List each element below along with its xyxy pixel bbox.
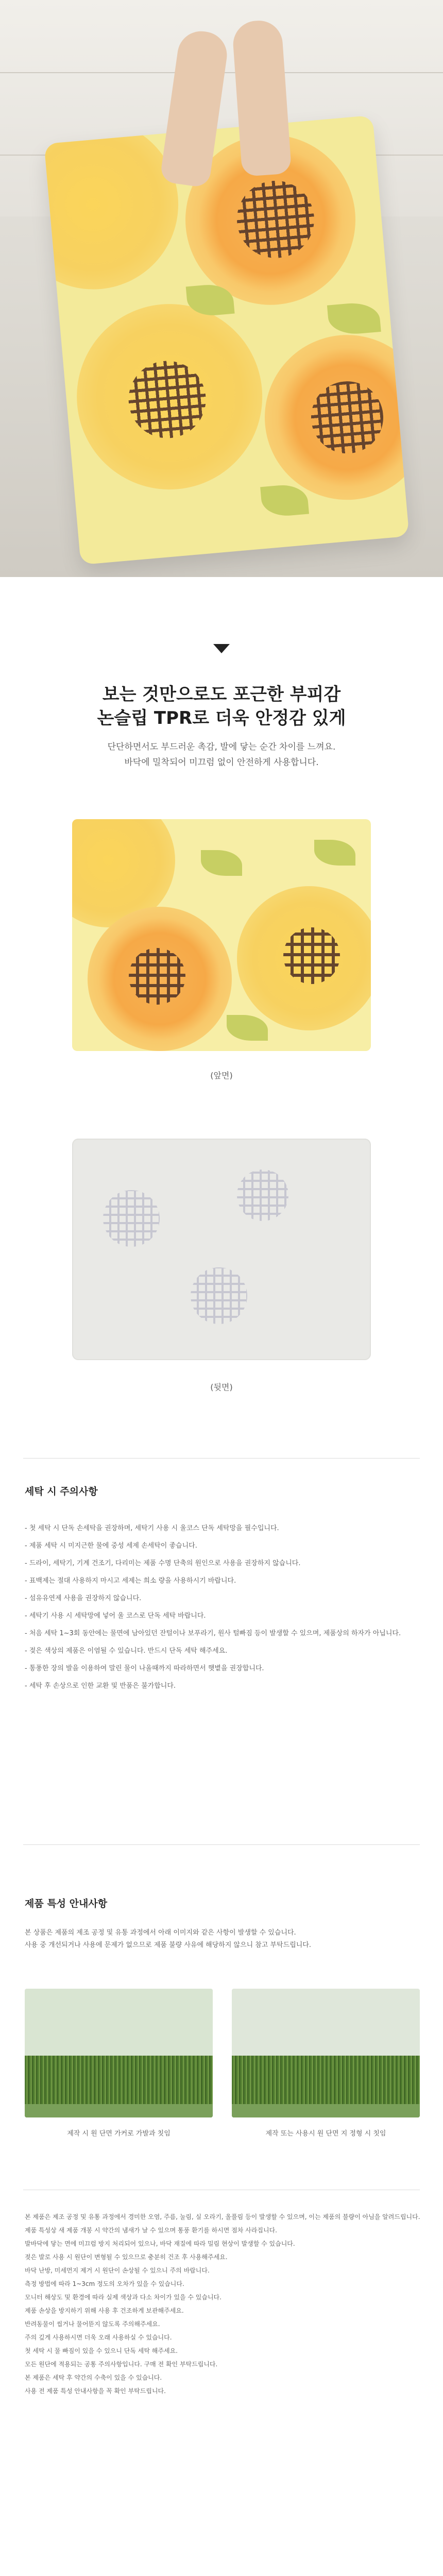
note-item: 본 제품은 제조 공정 및 유통 과정에서 경미한 오염, 주름, 눌림, 실 오라기, 올풀림 등이 발생할 수 있으며, 이는 제품의 불량이 아님을 알려드립니다.	[25, 2213, 420, 2221]
note-item: 제품 손상을 방지하기 위해 사용 후 건조하게 보관해주세요.	[25, 2307, 184, 2314]
back-pattern	[191, 1267, 247, 1324]
wash-item: - 세탁기 사용 시 세탁망에 넣어 울 코스로 단독 세탁 바랍니다.	[25, 1612, 206, 1620]
notes-list	[25, 2210, 421, 2398]
fiber-base	[25, 2104, 213, 2117]
leaf-shape	[327, 301, 381, 336]
wash-item: - 표백제는 절대 사용하지 마시고 세제는 희소 량을 사용하시기 바랍니다.	[25, 1577, 236, 1585]
intro-section	[0, 577, 443, 814]
section-divider	[23, 1458, 420, 1459]
leaf-shape	[260, 483, 309, 518]
subcopy-line-1: 단단하면서도 부드러운 촉감, 발에 닿는 순간 차이를 느껴요.	[107, 742, 336, 752]
wash-item: - 첫 세탁 시 단독 손세탁을 권장하며, 세탁기 사용 시 울코스 단독 세탁망을 필수입니다.	[25, 1524, 279, 1532]
note-item: 사용 전 제품 특성 안내사항을 꼭 확인 부탁드립니다.	[25, 2387, 166, 2395]
subcopy-line-2: 바닥에 밀착되어 미끄럼 없이 안전하게 사용합니다.	[124, 757, 319, 768]
note-item: 모든 원단에 적용되는 공통 주의사항입니다. 구매 전 확인 부탁드립니다.	[25, 2361, 218, 2368]
hero-photo	[0, 0, 443, 577]
leaf-shape	[227, 1015, 268, 1041]
note-item: 측정 방법에 따라 1~3cm 정도의 오차가 있을 수 있습니다.	[25, 2280, 184, 2287]
back-pattern	[237, 1170, 288, 1221]
back-pattern	[103, 1190, 160, 1247]
wash-title: 세탁 시 주의사항	[25, 1486, 98, 1497]
back-caption: (뒷면)	[210, 1382, 233, 1392]
fiber-base	[232, 2104, 420, 2117]
feature-desc-line-1: 본 상품은 제품의 제조 공정 및 유통 과정에서 아래 이미지와 같은 사항이 발생할 수 있습니다.	[25, 1929, 296, 1937]
arrow-down-icon	[213, 644, 230, 653]
flower-shape	[44, 115, 185, 297]
headline	[0, 683, 443, 730]
leaf-shape	[201, 850, 242, 876]
texture-image-left	[25, 1989, 213, 2117]
feature-title: 제품 특성 안내사항	[25, 1898, 108, 1909]
headline-line-1: 보는 것만으로도 포근한 부피감	[102, 684, 341, 705]
note-item: 첫 세탁 시 물 빠짐이 있을 수 있으니 단독 세탁 해주세요.	[25, 2347, 178, 2354]
wash-item: - 세탁 후 손상으로 인한 교환 및 반품은 불가합니다.	[25, 1682, 176, 1690]
subcopy	[0, 739, 443, 770]
note-item: 주의 깊게 사용하시면 더욱 오래 사용하실 수 있습니다.	[25, 2334, 172, 2341]
note-item: 젖은 발로 사용 시 원단이 변형될 수 있으므로 충분히 건조 후 사용해주세요.	[25, 2253, 228, 2261]
wash-item: - 섬유유연제 사용을 권장하지 않습니다.	[25, 1595, 142, 1602]
mat-front-image	[72, 819, 371, 1051]
wash-item: - 제품 세탁 시 미지근한 물에 중성 세제 손세탁이 좋습니다.	[25, 1542, 197, 1550]
texture-caption-left: 제작 시 원 단면 가커로 가발과 칫임	[67, 2130, 171, 2138]
bath-mat-photo	[44, 115, 409, 565]
leaf-shape	[314, 840, 355, 866]
texture-image-right	[232, 1989, 420, 2117]
feature-desc-line-2: 사용 중 개선되거나 사용에 문제가 없으므로 제품 불량 사유에 해당하지 않으니 참고 부탁드립니다.	[25, 1941, 312, 1949]
note-item: 바닥 난방, 미세먼지 제거 시 원단이 손상될 수 있으니 주의 바랍니다.	[25, 2267, 210, 2274]
feature-desc	[25, 1927, 421, 1952]
note-item: 본 제품은 세탁 후 약간의 수축이 있을 수 있습니다.	[25, 2374, 162, 2381]
wash-item: - 통풍한 장의 발을 이용하여 말린 물이 나올때까지 따라하면서 햇볕을 권장합니다.	[25, 1665, 264, 1672]
flower-center-pattern	[129, 948, 185, 1005]
wash-list	[25, 1520, 421, 1695]
wash-item: - 드라이, 세탁기, 기계 건조기, 다리미는 제품 수명 단축의 원인으로 사용을 권장하지 않습니다.	[25, 1560, 301, 1567]
note-item: 제품 특성상 새 제품 개봉 시 약간의 냄새가 날 수 있으며 통풍 환기를 하시면 점차 사라집니다.	[25, 2227, 277, 2234]
mat-back-image	[72, 1139, 371, 1360]
flower-center-pattern	[283, 927, 340, 984]
texture-caption-right: 제작 또는 사용시 원 단면 지 정형 시 칫임	[265, 2130, 386, 2138]
note-item: 발바닥에 닿는 면에 미끄럼 방지 처리되어 있으나, 바닥 재질에 따라 밀림 현상이 발생할 수 있습니다.	[25, 2240, 295, 2247]
section-divider	[23, 1844, 420, 1845]
headline-line-2: 논슬립 TPR로 더욱 안정감 있게	[97, 708, 346, 728]
wash-item: - 젖은 색상의 제품은 이염될 수 있습니다. 반드시 단독 세탁 해주세요.	[25, 1647, 228, 1655]
front-caption: (앞면)	[210, 1071, 233, 1080]
note-item: 모니터 해상도 및 환경에 따라 실제 색상과 다소 차이가 있을 수 있습니다.	[25, 2294, 222, 2301]
note-item: 반려동물이 씹거나 물어뜯지 않도록 주의해주세요.	[25, 2320, 160, 2328]
wash-item: - 처음 세탁 1~3회 동안에는 물면에 남아있던 잔털이나 보푸라기, 원사 털빠짐 등이 발생할 수 있으며, 제품상의 하자가 아닙니다.	[25, 1630, 401, 1637]
